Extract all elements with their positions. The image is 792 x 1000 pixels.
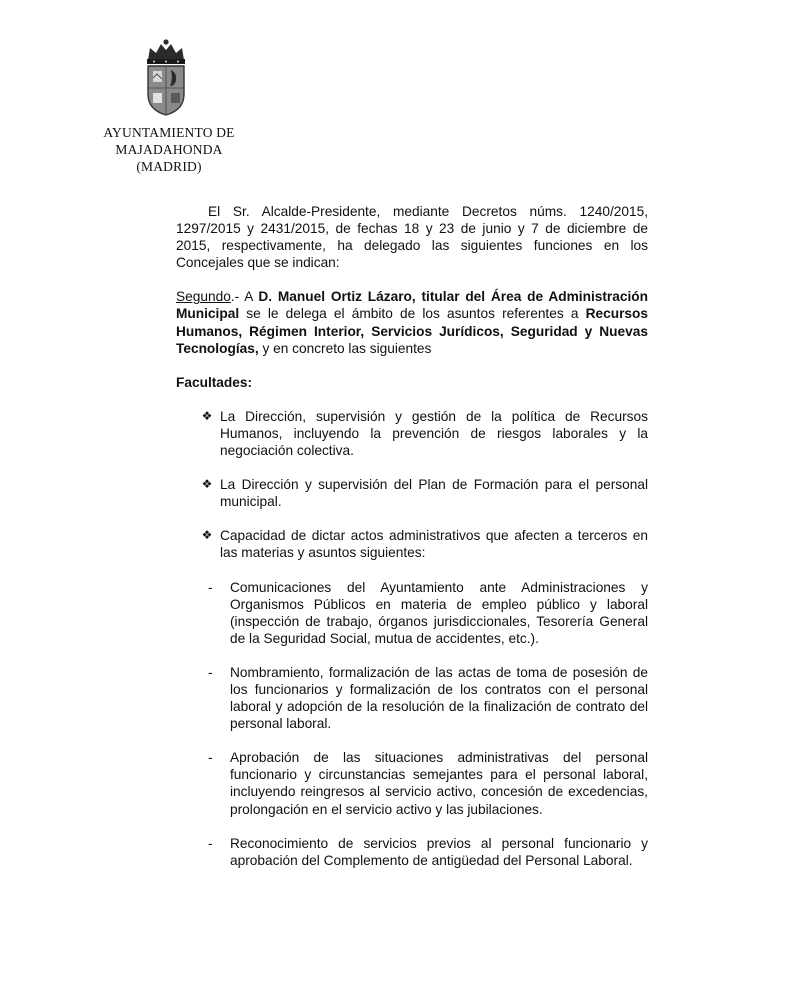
dash-marker: -	[208, 750, 213, 766]
bullet-text: Capacidad de dictar actos administrativos que afecten a terceros en las materias y asuntos siguientes:	[220, 528, 648, 561]
segundo-text-2: y en concreto las siguientes	[258, 340, 432, 356]
dash-text: Aprobación de las situaciones administrativas del personal funcionario y circunstancias semejantes para el personal laboral, incluyendo reingresos al servicio activo, concesión de excedencias, prolongación en el servicio activo y las jubilaciones.	[230, 750, 648, 817]
delegate-name: D. Manuel Ortiz Lázaro, titular del Área de Administración Municipal	[176, 289, 649, 322]
dash-text: Comunicaciones del Ayuntamiento ante Administraciones y Organismos Públicos en materia de empleo público y laboral (inspección de trabajo, órganos jurisdiccionales, Tesorería General de la Seguridad Social, mutua de accidentes, etc.).	[230, 579, 648, 646]
dash-marker: -	[208, 579, 213, 595]
diamond-bullet-icon: ❖	[201, 408, 213, 423]
dash-item	[176, 579, 648, 647]
facultades-heading: Facultades:	[176, 374, 253, 390]
bullet-text: La Dirección, supervisión y gestión de la política de Recursos Humanos, incluyendo la prevención de riesgos laborales y la negociación colectiva.	[220, 408, 648, 459]
bullet-item	[176, 408, 648, 459]
diamond-bullet-icon: ❖	[201, 528, 213, 543]
dash-text: Nombramiento, formalización de las actas de toma de posesión de los funcionarios y formalización de los contratos con el personal laboral y adopción de la resolución de la finalización de contrato del personal laboral.	[230, 664, 648, 732]
org-line-1: AYUNTAMIENTO DE	[103, 125, 235, 140]
organization-name	[96, 124, 242, 175]
dash-marker: -	[208, 664, 213, 680]
segundo-text-1: se le delega el ámbito de los asuntos referentes a	[239, 306, 586, 322]
bullet-item	[176, 476, 648, 510]
dash-text: Reconocimiento de servicios previos al personal funcionario y aprobación del Complemento de antigüedad del Personal Laboral.	[230, 835, 648, 868]
segundo-paragraph	[176, 288, 648, 356]
segundo-label: Segundo	[176, 289, 231, 305]
intro-paragraph: El Sr. Alcalde-Presidente, mediante Decretos núms. 1240/2015, 1297/2015 y 2431/2015, de fechas 18 y 23 de junio y 7 de diciembre de 2015, respectivamente, ha delegado las siguientes funciones en los Concejales que se indican:	[176, 204, 648, 271]
coat-of-arms-icon	[140, 38, 192, 116]
dash-item	[176, 749, 648, 817]
dash-marker: -	[208, 835, 213, 851]
bullet-text: La Dirección y supervisión del Plan de Formación para el personal municipal.	[220, 477, 648, 510]
org-line-2: MAJADAHONDA	[115, 142, 223, 157]
diamond-bullet-icon: ❖	[201, 477, 213, 492]
bullet-item	[176, 527, 648, 561]
dash-item	[176, 835, 648, 869]
delegated-areas: Recursos Humanos, Régimen Interior, Servicios Jurídicos, Seguridad y Nuevas Tecnologías,	[176, 306, 648, 356]
document-body	[176, 203, 648, 869]
segundo-separator: .- A	[230, 289, 259, 305]
dash-item	[176, 664, 648, 732]
org-line-3: (MADRID)	[136, 159, 202, 174]
